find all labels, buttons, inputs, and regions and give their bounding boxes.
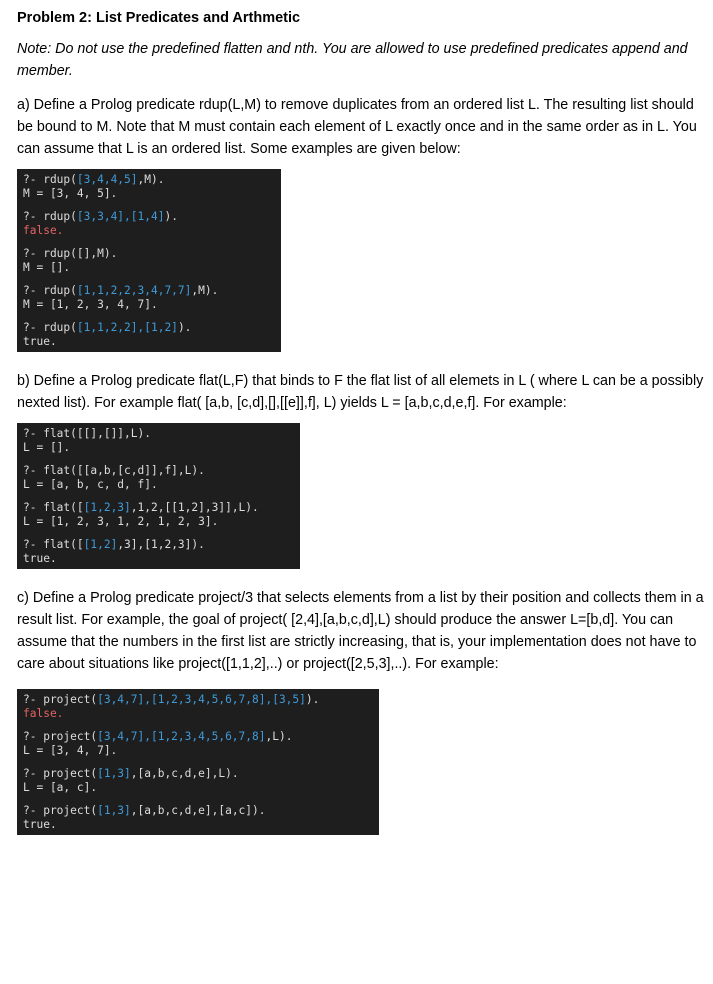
code-query (23, 247, 275, 261)
query-suffix: [[a,b,[c,d]],f],L). (76, 464, 205, 477)
code-answer: true. (23, 551, 57, 565)
document-page (17, 8, 707, 835)
query-suffix: ,L). (265, 730, 293, 743)
code-answer: M = [1, 2, 3, 4, 7]. (23, 297, 158, 311)
query-prefix: ?- flat([ (23, 501, 84, 514)
code-answer: true. (23, 334, 57, 348)
query-suffix: ). (164, 210, 178, 223)
code-query (23, 804, 373, 818)
query-prefix: ?- project( (23, 730, 98, 743)
query-arguments: [1,3] (97, 767, 131, 780)
code-example (23, 427, 294, 454)
query-arguments: [3,4,7],[1,2,3,4,5,6,7,8] (97, 730, 266, 743)
code-query (23, 730, 373, 744)
query-suffix: ,1,2,[[1,2],3]],L). (130, 501, 259, 514)
query-suffix: ,M). (191, 284, 219, 297)
code-query (23, 767, 373, 781)
part-b-code-block (17, 423, 300, 569)
code-query (23, 284, 275, 298)
code-example (23, 538, 294, 565)
code-query (23, 173, 275, 187)
code-query (23, 427, 294, 441)
query-suffix: ,M). (137, 173, 165, 186)
query-arguments: [1,2] (83, 538, 118, 551)
query-arguments: [1,2,3] (83, 501, 131, 514)
code-answer: true. (23, 817, 57, 831)
query-prefix: ?- rdup( (23, 284, 77, 297)
code-answer: M = []. (23, 260, 71, 274)
query-suffix: ,[a,b,c,d,e],L). (130, 767, 239, 780)
query-suffix: ,[a,b,c,d,e],[a,c]). (130, 804, 266, 817)
problem-title: Problem 2: List Predicates and Arthmetic (17, 10, 301, 26)
part-a-text: a) Define a Prolog predicate rdup(L,M) to remove duplicates from an ordered list L. The resulting list should be bound to M. Note that M must contain each element of L exactly once and in the same order as in L. You can assume that L is an ordered list. Some examples are given below: (17, 97, 697, 157)
code-query (23, 321, 275, 335)
query-arguments: [1,1,2,2],[1,2] (76, 321, 178, 334)
code-example (23, 464, 294, 491)
query-suffix: [[],[]],L). (76, 427, 151, 440)
query-suffix: ). (177, 321, 192, 334)
code-answer: L = []. (23, 440, 71, 454)
query-prefix: ?- project( (23, 804, 98, 817)
code-example (23, 693, 373, 720)
code-query (23, 501, 294, 515)
code-answer: false. (23, 706, 64, 720)
query-arguments: [3,3,4],[1,4] (76, 210, 165, 223)
query-arguments: [3,4,4,5] (76, 173, 138, 186)
query-prefix: ?- project( (23, 693, 98, 706)
part-c-text: c) Define a Prolog predicate project/3 that selects elements from a list by their position and collects them in a result list. For example, the goal of project( [2,4],[a,b,c,d],L) should produce the answer L=[b,d]. You can assume that the numbers in the first list are strictly increasing, that is, your implementation does not have to care about situations like project([1,1,2],..) or project([2,5,3],..). For example: (17, 590, 704, 672)
query-arguments: [3,4,7],[1,2,3,4,5,6,7,8],[3,5] (97, 693, 306, 706)
query-prefix: ?- rdup( (23, 210, 77, 223)
code-example (23, 501, 294, 528)
query-prefix: ?- rdup( (23, 321, 77, 334)
code-query (23, 464, 294, 478)
code-example (23, 730, 373, 757)
code-example (23, 210, 275, 237)
query-prefix: ?- rdup( (23, 173, 77, 186)
query-prefix: ?- project( (23, 767, 98, 780)
query-prefix: ?- flat( (23, 427, 77, 440)
code-example (23, 321, 275, 348)
problem-note: Note: Do not use the predefined flatten and nth. You are allowed to use predefined predicates append and member. (17, 41, 688, 79)
code-query (23, 693, 373, 707)
code-answer: false. (23, 223, 64, 237)
query-suffix: ,3],[1,2,3]). (117, 538, 205, 551)
code-example (23, 173, 275, 200)
code-example (23, 284, 275, 311)
code-example (23, 247, 275, 274)
code-query (23, 210, 275, 224)
query-prefix: ?- flat([ (23, 538, 84, 551)
query-prefix: ?- flat( (23, 464, 77, 477)
query-suffix: ). (305, 693, 320, 706)
code-answer: L = [1, 2, 3, 1, 2, 1, 2, 3]. (23, 514, 219, 528)
code-answer: L = [a, b, c, d, f]. (23, 477, 158, 491)
query-suffix: [],M). (76, 247, 118, 260)
code-example (23, 804, 373, 831)
query-arguments: [1,3] (97, 804, 131, 817)
part-b-text: b) Define a Prolog predicate flat(L,F) that binds to F the flat list of all elemets in L ( where L can be a possibly nexted list). For example flat( [a,b, [c,d],[],[[e]],f], L) yields L = [a,b,c,d,e,f]. For example: (17, 373, 704, 411)
query-prefix: ?- rdup( (23, 247, 77, 260)
query-arguments: [1,1,2,2,3,4,7,7] (76, 284, 192, 297)
part-c-code-block (17, 689, 379, 835)
code-example (23, 767, 373, 794)
code-answer: L = [a, c]. (23, 780, 98, 794)
code-query (23, 538, 294, 552)
code-answer: L = [3, 4, 7]. (23, 743, 118, 757)
code-answer: M = [3, 4, 5]. (23, 186, 118, 200)
part-a-code-block (17, 169, 281, 352)
